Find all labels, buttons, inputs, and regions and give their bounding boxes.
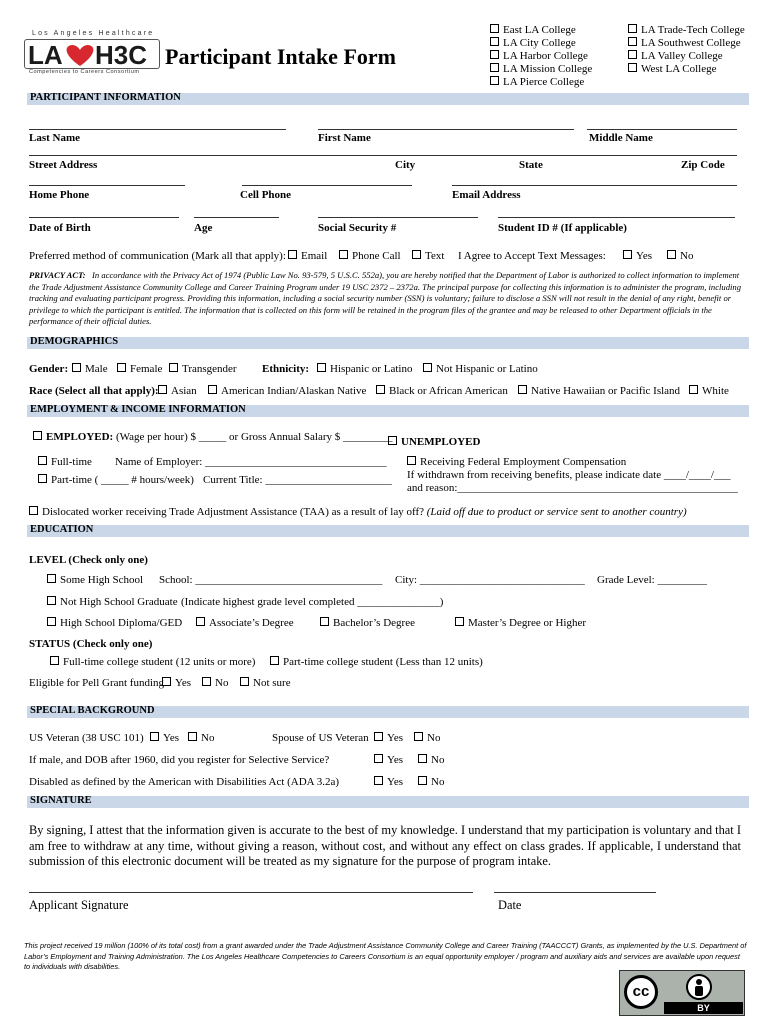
school-field[interactable]: School: __________________________________ bbox=[159, 574, 383, 586]
license-by-label: BY bbox=[697, 1003, 710, 1013]
dob-field[interactable] bbox=[29, 217, 179, 218]
agree-no-option[interactable]: No bbox=[667, 250, 693, 263]
checkbox-icon[interactable] bbox=[490, 50, 499, 59]
checkbox-icon[interactable] bbox=[455, 617, 464, 626]
checkbox-icon[interactable] bbox=[162, 677, 171, 686]
race-hawaiian-option[interactable]: Native Hawaiian or Pacific Island bbox=[518, 385, 680, 398]
street-label: Street Address bbox=[29, 159, 98, 171]
checkbox-icon[interactable] bbox=[490, 63, 499, 72]
checkbox-icon[interactable] bbox=[423, 363, 432, 372]
age-label: Age bbox=[194, 222, 213, 234]
grade-field[interactable]: Grade Level: _________ bbox=[597, 574, 707, 586]
not-hs-option[interactable]: Not High School Graduate bbox=[47, 596, 178, 609]
checkbox-icon[interactable] bbox=[47, 596, 56, 605]
race-black-option[interactable]: Black or African American bbox=[376, 385, 508, 398]
checkbox-icon[interactable] bbox=[169, 363, 178, 372]
college-option[interactable]: LA Valley College bbox=[628, 50, 745, 63]
pell-yes-option[interactable]: Yes bbox=[162, 677, 191, 690]
checkbox-icon[interactable] bbox=[628, 50, 637, 59]
employer-field[interactable]: Name of Employer: _________________________________ bbox=[115, 456, 387, 468]
race-american-indian-option[interactable]: American Indian/Alaskan Native bbox=[208, 385, 366, 398]
checkbox-icon[interactable] bbox=[490, 37, 499, 46]
address-field[interactable] bbox=[29, 155, 737, 156]
veteran-label: US Veteran (38 USC 101) bbox=[29, 732, 144, 744]
college-option[interactable]: LA Pierce College bbox=[490, 76, 592, 89]
first-name-label: First Name bbox=[318, 132, 371, 144]
checkbox-icon[interactable] bbox=[412, 250, 421, 259]
withdrawn-field[interactable]: If withdrawn from receiving benefits, please indicate date ____/____/___ bbox=[407, 469, 731, 481]
home-phone-label: Home Phone bbox=[29, 189, 90, 201]
race-label: Race (Select all that apply): bbox=[29, 385, 159, 397]
checkbox-icon[interactable] bbox=[490, 24, 499, 33]
middle-name-label: Middle Name bbox=[589, 132, 653, 144]
svg-text:H3C: H3C bbox=[95, 40, 148, 68]
section-demographics: DEMOGRAPHICS bbox=[27, 337, 749, 349]
checkbox-icon[interactable] bbox=[374, 776, 383, 785]
checkbox-icon[interactable] bbox=[240, 677, 249, 686]
checkbox-icon[interactable] bbox=[518, 385, 527, 394]
age-field[interactable] bbox=[194, 217, 279, 218]
reason-field[interactable]: and reason:___________________________________________________ bbox=[407, 482, 738, 494]
college-option[interactable]: East LA College bbox=[490, 24, 592, 37]
cc-icon: cc bbox=[624, 975, 658, 1009]
college-list-2 bbox=[628, 24, 745, 76]
checkbox-icon[interactable] bbox=[418, 776, 427, 785]
comm-email-option[interactable]: Email bbox=[288, 250, 327, 263]
ssn-label: Social Security # bbox=[318, 222, 397, 234]
email-label: Email Address bbox=[452, 189, 521, 201]
highest-grade-field[interactable]: (Indicate highest grade level completed _______________) bbox=[181, 596, 444, 608]
checkbox-icon[interactable] bbox=[47, 617, 56, 626]
checkbox-icon[interactable] bbox=[29, 506, 38, 515]
checkbox-icon[interactable] bbox=[407, 456, 416, 465]
checkbox-icon[interactable] bbox=[270, 656, 279, 665]
date-label: Date bbox=[498, 898, 522, 912]
applicant-signature-label: Applicant Signature bbox=[29, 898, 129, 912]
veteran-no-option[interactable]: No bbox=[188, 732, 214, 745]
hispanic-option[interactable]: Hispanic or Latino bbox=[317, 363, 412, 376]
college-option[interactable]: LA Harbor College bbox=[490, 50, 592, 63]
not-hispanic-option[interactable]: Not Hispanic or Latino bbox=[423, 363, 538, 376]
race-asian-option[interactable]: Asian bbox=[158, 385, 197, 398]
pell-label: Eligible for Pell Grant funding bbox=[29, 677, 165, 689]
logo-top-text: Los Angeles Healthcare bbox=[32, 30, 155, 37]
checkbox-icon[interactable] bbox=[388, 436, 397, 445]
checkbox-icon[interactable] bbox=[50, 656, 59, 665]
federal-comp-option[interactable]: Receiving Federal Employment Compensation bbox=[407, 456, 626, 469]
signature-statement: By signing, I attest that the information given is accurate to the best of my knowledge. I understand that my participation is voluntary and that I am free to withdraw at any time, without giving a reason, without cost, and without any effect on class grades. If applicable, I understand that submission of this electronic document will be treated as my signature for the purpose of program intake. bbox=[29, 823, 741, 868]
some-hs-option[interactable]: Some High School bbox=[47, 574, 143, 587]
applicant-signature-field[interactable] bbox=[29, 892, 473, 893]
race-white-option[interactable]: White bbox=[689, 385, 729, 398]
college-option[interactable]: LA Mission College bbox=[490, 63, 592, 76]
checkbox-icon[interactable] bbox=[38, 474, 47, 483]
checkbox-icon[interactable] bbox=[158, 385, 167, 394]
gender-female-option[interactable]: Female bbox=[117, 363, 162, 376]
cell-phone-field[interactable] bbox=[242, 185, 412, 186]
college-option[interactable]: LA Southwest College bbox=[628, 37, 745, 50]
agree-text-label: I Agree to Accept Text Messages: bbox=[458, 250, 606, 262]
ada-label: Disabled as defined by the American with Disabilities Act (ADA 3.2a) bbox=[29, 776, 340, 788]
dislocated-option[interactable]: Dislocated worker receiving Trade Adjustment Assistance (TAA) as a result of lay off? (Laid off due to product or service sent to another country) bbox=[29, 506, 687, 519]
checkbox-icon[interactable] bbox=[38, 456, 47, 465]
checkbox-icon[interactable] bbox=[339, 250, 348, 259]
spouse-label: Spouse of US Veteran bbox=[272, 732, 369, 744]
checkbox-icon[interactable] bbox=[376, 385, 385, 394]
part-time-option[interactable]: Part-time ( _____ # hours/week) bbox=[38, 474, 194, 487]
ada-no-option[interactable]: No bbox=[418, 776, 444, 789]
form-title: Participant Intake Form bbox=[165, 44, 396, 69]
logo bbox=[24, 30, 158, 79]
checkbox-icon[interactable] bbox=[117, 363, 126, 372]
section-employment: EMPLOYMENT & INCOME INFORMATION bbox=[27, 405, 749, 417]
section-participant: PARTICIPANT INFORMATION bbox=[27, 93, 749, 105]
checkbox-icon[interactable] bbox=[208, 385, 217, 394]
footer-note: This project received 19 million (100% of its total cost) from a grant awarded under the Trade Adjustment Assistance Community College and Career Training (TAACCCT) Grants, as implemented by the U.S. Department of Labor’s Employment and Training Administration. The Los Angeles Healthcare Competencies to Careers Consortium is an equal opportunity employer / program and auxiliary aids and services are available upon request to individuals with disabilities. bbox=[24, 941, 747, 971]
ethnicity-label: Ethnicity: bbox=[262, 363, 310, 375]
checkbox-icon[interactable] bbox=[33, 431, 42, 440]
college-option[interactable]: LA Trade-Tech College bbox=[628, 24, 745, 37]
checkbox-icon[interactable] bbox=[667, 250, 676, 259]
veteran-yes-option[interactable]: Yes bbox=[150, 732, 179, 745]
dob-label: Date of Birth bbox=[29, 222, 91, 234]
title-field[interactable]: Current Title: _______________________ bbox=[203, 474, 392, 486]
college-option[interactable]: LA City College bbox=[490, 37, 592, 50]
ada-yes-option[interactable]: Yes bbox=[374, 776, 403, 789]
checkbox-icon[interactable] bbox=[196, 617, 205, 626]
selective-yes-option[interactable]: Yes bbox=[374, 754, 403, 767]
checkbox-icon[interactable] bbox=[623, 250, 632, 259]
selective-service-label: If male, and DOB after 1960, did you register for Selective Service? bbox=[29, 754, 330, 766]
first-name-field[interactable] bbox=[318, 129, 574, 130]
student-id-label: Student ID # (If applicable) bbox=[498, 222, 627, 234]
status-label: STATUS (Check only one) bbox=[29, 638, 153, 650]
full-time-student-option[interactable]: Full-time college student (12 units or more) bbox=[50, 656, 255, 669]
checkbox-icon[interactable] bbox=[628, 24, 637, 33]
last-name-label: Last Name bbox=[29, 132, 81, 144]
checkbox-icon[interactable] bbox=[317, 363, 326, 372]
cc-by-license-badge bbox=[619, 970, 745, 1016]
state-label: State bbox=[519, 159, 543, 171]
checkbox-icon[interactable] bbox=[689, 385, 698, 394]
selective-no-option[interactable]: No bbox=[418, 754, 444, 767]
checkbox-icon[interactable] bbox=[418, 754, 427, 763]
comm-phone-option[interactable]: Phone Call bbox=[339, 250, 401, 263]
spouse-yes-option[interactable]: Yes bbox=[374, 732, 403, 745]
city-field[interactable]: City: ______________________________ bbox=[395, 574, 585, 586]
checkbox-icon[interactable] bbox=[188, 732, 197, 741]
logo-bottom-text: Competencies to Careers Consortium bbox=[29, 69, 140, 75]
student-id-field[interactable] bbox=[498, 217, 735, 218]
checkbox-icon[interactable] bbox=[288, 250, 297, 259]
gender-label: Gender: bbox=[29, 363, 69, 375]
level-label: LEVEL (Check only one) bbox=[29, 554, 148, 566]
masters-option[interactable]: Master’s Degree or Higher bbox=[455, 617, 586, 630]
middle-name-field[interactable] bbox=[587, 129, 737, 130]
checkbox-icon[interactable] bbox=[628, 63, 637, 72]
section-education: EDUCATION bbox=[27, 525, 749, 537]
college-list-1 bbox=[490, 24, 592, 89]
agree-yes-option[interactable]: Yes bbox=[623, 250, 652, 263]
checkbox-icon[interactable] bbox=[202, 677, 211, 686]
attribution-person-icon bbox=[686, 974, 712, 1000]
privacy-act-text bbox=[29, 270, 745, 328]
city-label: City bbox=[395, 159, 416, 171]
checkbox-icon[interactable] bbox=[47, 574, 56, 583]
spouse-no-option[interactable]: No bbox=[414, 732, 440, 745]
section-special: SPECIAL BACKGROUND bbox=[27, 706, 749, 718]
unemployed-option[interactable]: UNEMPLOYED bbox=[388, 436, 480, 449]
checkbox-icon[interactable] bbox=[374, 754, 383, 763]
bachelor-option[interactable]: Bachelor’s Degree bbox=[320, 617, 415, 630]
zip-label: Zip Code bbox=[681, 159, 725, 171]
email-field[interactable] bbox=[452, 185, 737, 186]
full-time-option[interactable]: Full-time bbox=[38, 456, 92, 469]
checkbox-icon[interactable] bbox=[490, 76, 499, 85]
pref-comm-label: Preferred method of communication (Mark all that apply): bbox=[29, 250, 286, 262]
checkbox-icon[interactable] bbox=[374, 732, 383, 741]
section-signature: SIGNATURE bbox=[27, 796, 749, 808]
comm-text-option[interactable]: Text bbox=[412, 250, 444, 263]
pell-no-option[interactable]: No bbox=[202, 677, 228, 690]
checkbox-icon[interactable] bbox=[414, 732, 423, 741]
associate-option[interactable]: Associate’s Degree bbox=[196, 617, 294, 630]
checkbox-icon[interactable] bbox=[72, 363, 81, 372]
checkbox-icon[interactable] bbox=[320, 617, 329, 626]
ssn-field[interactable] bbox=[318, 217, 478, 218]
svg-text:LA: LA bbox=[28, 40, 63, 68]
college-option[interactable]: West LA College bbox=[628, 63, 745, 76]
part-time-student-option[interactable]: Part-time college student (Less than 12 units) bbox=[270, 656, 483, 669]
pell-not-sure-option[interactable]: Not sure bbox=[240, 677, 291, 690]
date-field[interactable] bbox=[494, 892, 656, 893]
last-name-field[interactable] bbox=[29, 129, 286, 130]
cell-phone-label: Cell Phone bbox=[240, 189, 292, 201]
checkbox-icon[interactable] bbox=[150, 732, 159, 741]
gender-male-option[interactable]: Male bbox=[72, 363, 108, 376]
hs-diploma-option[interactable]: High School Diploma/GED bbox=[47, 617, 182, 630]
home-phone-field[interactable] bbox=[29, 185, 185, 186]
privacy-act-body: In accordance with the Privacy Act of 1974 (Public Law No. 93-579, 5 U.S.C. 552a), you are hereby notified that the Department of Labor is authorized to collect information to implement the Trade Adjustment Assistance Community College and Career Training Program under 19 USC 2372 – 2372a. The principal purpose for collecting this information is to administer the program, including tracking and evaluating participant progress. Providing this information, including a social security number (SSN) is voluntary; failure to disclose a SSN will not result in the denial of any right, benefit or privilege to which the participant is entitled. The information that is collected on this form will be retained in the program files of the grantee and may be released to other Department officials in the performance of their official duties. bbox=[29, 270, 741, 326]
privacy-act-label: PRIVACY ACT: bbox=[29, 270, 86, 280]
logo-mark bbox=[24, 39, 160, 69]
checkbox-icon[interactable] bbox=[628, 37, 637, 46]
logo-heart-icon bbox=[25, 40, 159, 68]
gender-transgender-option[interactable]: Transgender bbox=[169, 363, 237, 376]
employed-option[interactable]: EMPLOYED: (Wage per hour) $ _____ or Gross Annual Salary $ _________ bbox=[33, 431, 393, 444]
